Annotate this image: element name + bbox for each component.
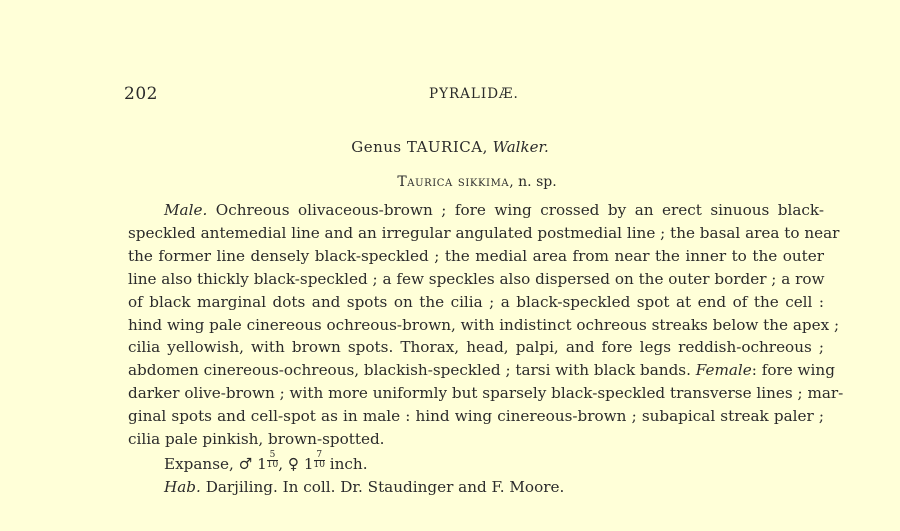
description-line: of black marginal dots and spots on the cilia ; a black-speckled spot at end of the cell : [128,292,824,311]
expanse-line: Expanse, ♂ 1 $\frac{5}{10}$ , ♀ 1 $\frac{7}{10}$ inch. [164,449,368,473]
habitat-label: Hab. [164,477,201,496]
species-suffix: , n. sp. [509,174,557,190]
page-header [124,84,824,106]
description-line: the former line densely black-speckled ; the medial area from near the inner to the outer [128,246,824,265]
female-fraction: $\frac{7}{10}$ [313,449,325,470]
genus-name: Genus TAURICA, [351,138,488,156]
species-heading [0,174,900,190]
description-line: cilia yellowish, with brown spots. Thorax, head, palpi, and fore legs reddish-ochreous ; [128,338,824,357]
description-line: ginal spots and cell-spot as in male : hind wing cinereous-brown ; subapical streak paler ; [128,407,824,426]
male-label: Male. [164,201,208,219]
running-head: PYRALIDÆ. [429,86,519,102]
male-symbol: ♂ [238,454,253,473]
page-number: 202 [124,84,158,104]
description-line-1: Male. Ochreous olivaceous-brown ; fore wing crossed by an erect sinuous black- [164,201,824,219]
description-line: speckled antemedial line and an irregular angulated postmedial line ; the basal area to near [128,223,840,242]
genus-author: Walker. [492,138,549,156]
description-line: darker olive-brown ; with more uniformly but sparsely black-speckled transverse lines ; mar- [128,384,844,403]
female-label: Female [695,361,752,380]
description [128,199,844,499]
description-line: line also thickly black-speckled ; a few speckles also dispersed on the outer border ; a row [128,269,825,288]
description-line: cilia pale pinkish, brown-spotted. [128,430,385,449]
genus-heading [0,138,900,156]
description-line-female: abdomen cinereous-ochreous, blackish-speckled ; tarsi with black bands. Female: fore wing [128,361,835,380]
female-symbol: ♀ [287,454,299,473]
habitat-line: Hab. Darjiling. In coll. Dr. Staudinger and F. Moore. [164,477,565,496]
species-name: Taurica sikkima [397,174,510,190]
male-fraction: $\frac{5}{10}$ [266,449,279,470]
description-line: hind wing pale cinereous ochreous-brown, with indistinct ochreous streaks below the apex ; [128,315,840,334]
